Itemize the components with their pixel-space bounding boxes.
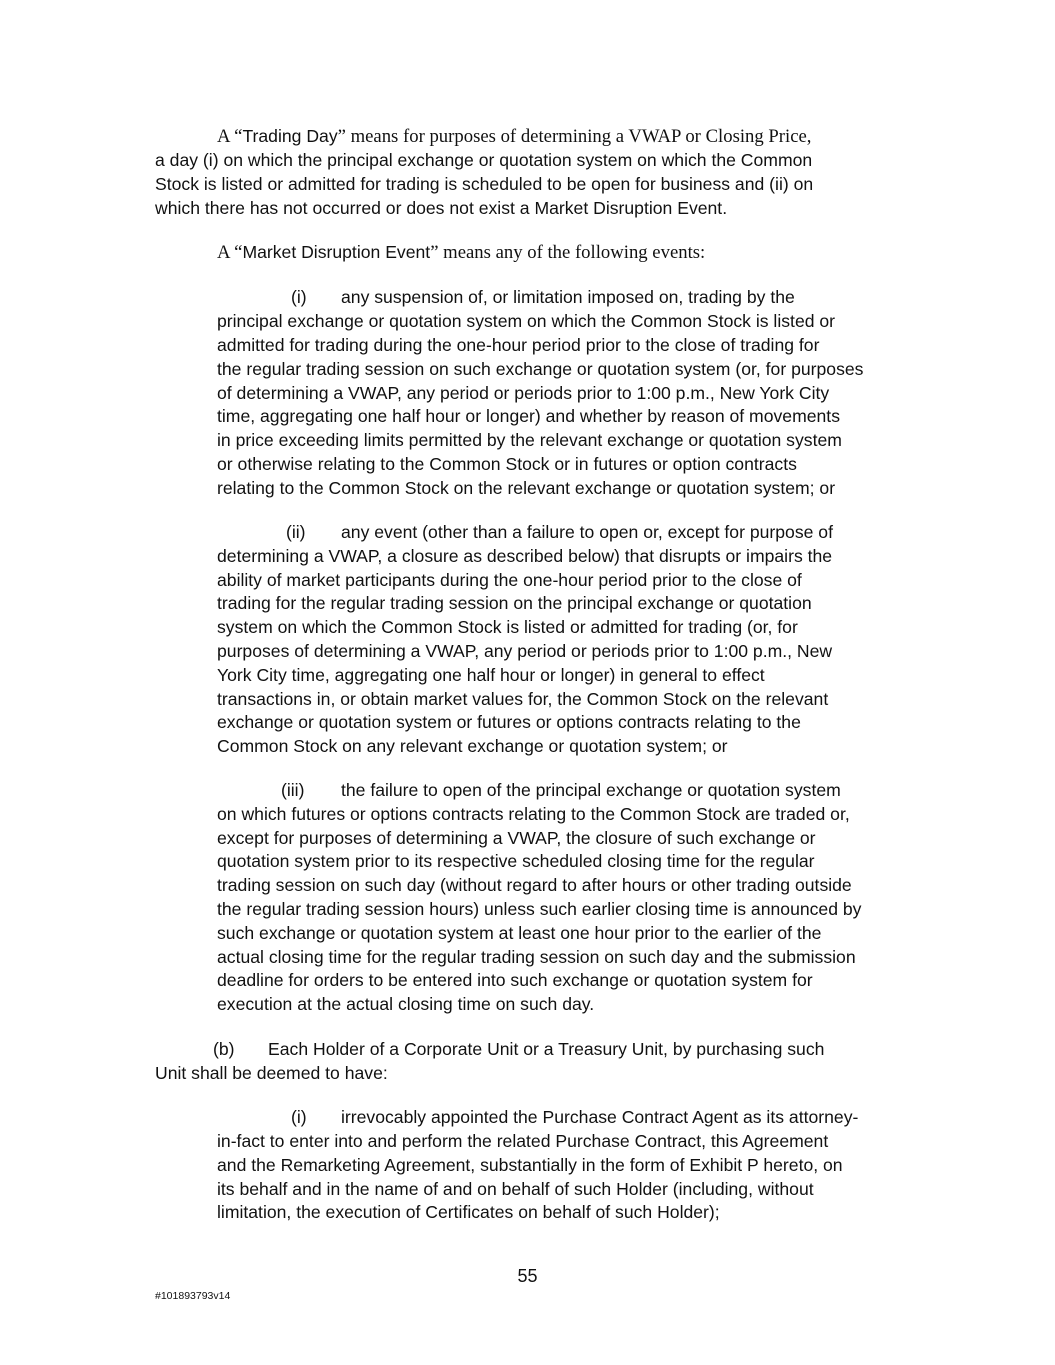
trading-day-line: Stock is listed or admitted for trading is scheduled to be open for business and (ii) on: [155, 174, 814, 194]
clause-b-i-line: and the Remarketing Agreement, substantially in the form of Exhibit P hereto, on: [217, 1155, 843, 1175]
clause-ii-line: trading for the regular trading session on the principal exchange or quotation: [217, 593, 812, 613]
clause-b-i-line: in-fact to enter into and perform the related Purchase Contract, this Agreement: [217, 1131, 829, 1151]
clause-i-line: in price exceeding limits permitted by the relevant exchange or quotation system: [217, 430, 842, 450]
clause-ii-line: exchange or quotation system or futures or options contracts relating to the: [217, 712, 801, 732]
clause-ii-line: determining a VWAP, a closure as described below) that disrupts or impairs the: [217, 546, 833, 566]
clause-iii-line: except for purposes of determining a VWAP, the closure of such exchange or: [217, 828, 816, 848]
clause-i-line: of determining a VWAP, any period or periods prior to 1:00 p.m., New York City: [217, 383, 830, 403]
clause-b-i-line: its behalf and in the name of and on behalf of such Holder (including, without: [217, 1179, 814, 1199]
clause-ii-line: system on which the Common Stock is listed or admitted for trading (or, for: [217, 617, 798, 637]
section-marker: (b): [213, 1039, 235, 1059]
clause-ii-line: purposes of determining a VWAP, any period or periods prior to 1:00 p.m., New: [217, 641, 833, 661]
clause-iii-line: the regular trading session hours) unless such earlier closing time is announced by: [217, 899, 862, 919]
section-b-line: Unit shall be deemed to have:: [155, 1063, 388, 1083]
clause-iii-line: trading session on such day (without regard to after hours or other trading outside: [217, 875, 852, 895]
trading-day-line: a day (i) on which the principal exchange or quotation system on which the Common: [155, 150, 813, 170]
defined-term: Market Disruption Event: [242, 242, 431, 262]
clause-b-i-line: limitation, the execution of Certificates on behalf of such Holder);: [217, 1202, 720, 1222]
clause-ii-line: York City time, aggregating one half hour or longer) in general to effect: [217, 665, 765, 685]
section-b-first-line: Each Holder of a Corporate Unit or a Treasury Unit, by purchasing such: [268, 1039, 825, 1059]
clause-i-first-line: any suspension of, or limitation imposed on, trading by the: [341, 287, 795, 307]
page-number: 55: [517, 1266, 538, 1286]
clause-ii-line: Common Stock on any relevant exchange or quotation system; or: [217, 736, 728, 756]
clause-iii-line: actual closing time for the regular trading session on such day and the submission: [217, 947, 856, 967]
defined-term: Trading Day: [242, 126, 338, 146]
clause-i-line: relating to the Common Stock on the relevant exchange or quotation system; or: [217, 478, 836, 498]
document-id: #101893793v14: [155, 1290, 231, 1302]
clause-marker: (i): [291, 1107, 307, 1127]
trading-day-line: which there has not occurred or does not exist a Market Disruption Event.: [155, 198, 728, 218]
clause-b-i-first-line: irrevocably appointed the Purchase Contract Agent as its attorney-: [341, 1107, 859, 1127]
clause-i-line: the regular trading session on such exchange or quotation system (or, for purposes: [217, 359, 864, 379]
clause-ii-first-line: any event (other than a failure to open or, except for purpose of: [341, 522, 833, 542]
clause-i-line: admitted for trading during the one-hour period prior to the close of trading for: [217, 335, 820, 355]
clause-i-line: principal exchange or quotation system on which the Common Stock is listed or: [217, 311, 836, 331]
mde-intro: A “Market Disruption Event” means any of the following events:: [217, 242, 706, 263]
clause-ii-line: transactions in, or obtain market values for, the Common Stock on the relevant: [217, 689, 829, 709]
clause-i-line: or otherwise relating to the Common Stock or in futures or option contracts: [217, 454, 797, 474]
trading-day-line-1: A “Trading Day” means for purposes of determining a VWAP or Closing Price,: [217, 126, 812, 147]
clause-iii-line: execution at the actual closing time on such day.: [217, 994, 595, 1014]
clause-i-line: time, aggregating one half hour or longer) and whether by reason of movements: [217, 406, 840, 426]
clause-iii-first-line: the failure to open of the principal exchange or quotation system: [341, 780, 841, 800]
clause-iii-line: quotation system prior to its respective scheduled closing time for the regular: [217, 851, 815, 871]
clause-marker: (ii): [286, 522, 306, 542]
clause-ii-line: ability of market participants during the one-hour period prior to the close of: [217, 570, 802, 590]
clause-iii-line: such exchange or quotation system at least one hour prior to the earlier of the: [217, 923, 822, 943]
clause-iii-line: on which futures or options contracts relating to the Common Stock are traded or,: [217, 804, 850, 824]
clause-marker: (i): [291, 287, 307, 307]
clause-marker: (iii): [281, 780, 305, 800]
clause-iii-line: deadline for orders to be entered into such exchange or quotation system for: [217, 970, 813, 990]
